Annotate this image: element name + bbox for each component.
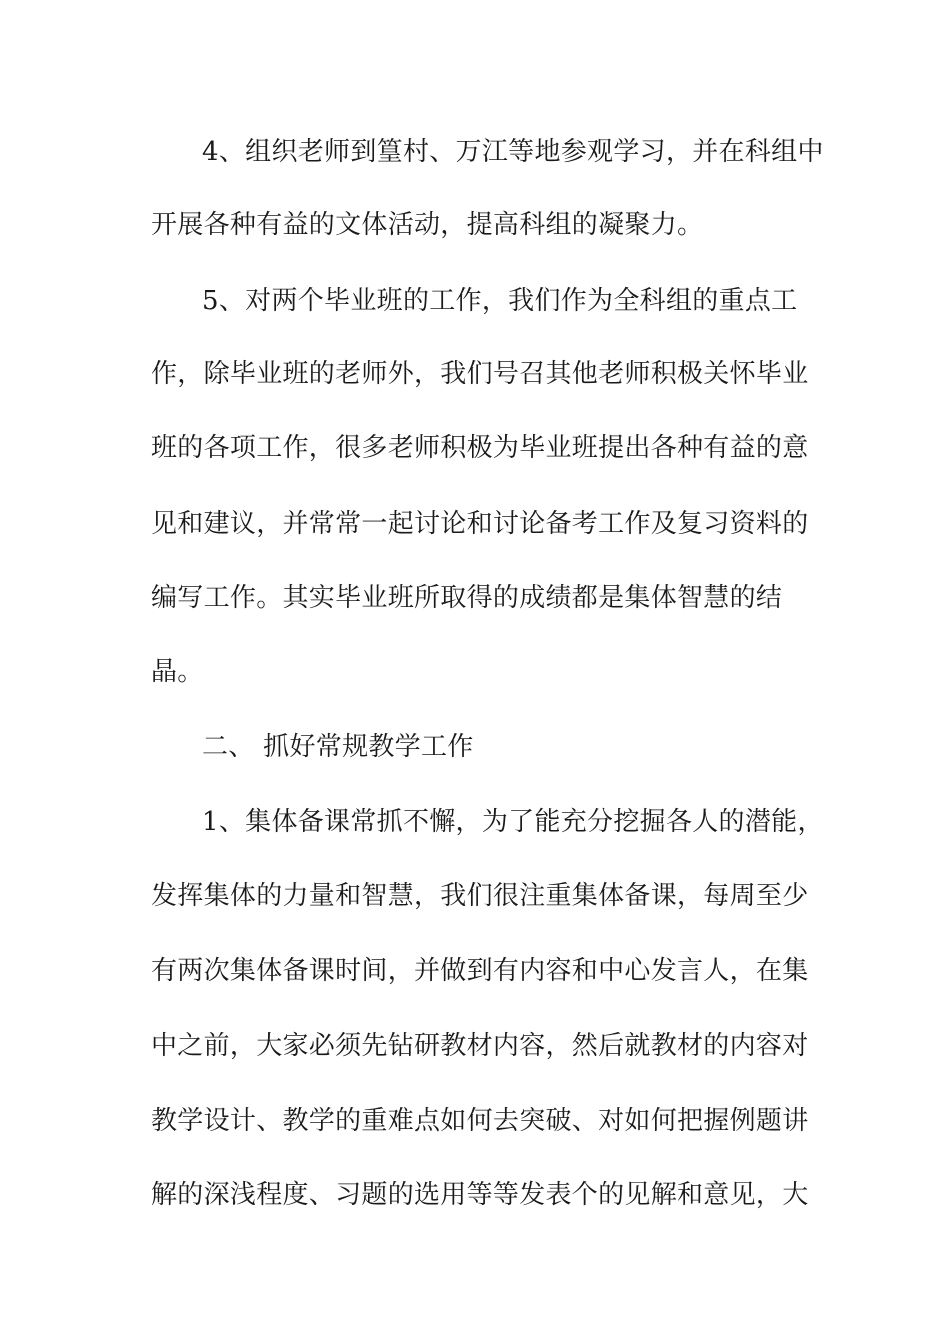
paragraph-1-line-1: 1、集体备课常抓不懈，为了能充分挖掘各人的潜能， (202, 807, 824, 837)
paragraph-1-line-6: 解的深浅程度、习题的选用等等发表个的见解和意见，大 (151, 1180, 809, 1210)
paragraph-1-line-5: 教学设计、教学的重难点如何去突破、对如何把握例题讲 (151, 1106, 809, 1136)
paragraph-5-line-4: 见和建议，并常常一起讨论和讨论备考工作及复习资料的 (151, 509, 809, 539)
paragraph-1-line-2: 发挥集体的力量和智慧，我们很注重集体备课，每周至少 (151, 881, 809, 911)
paragraph-4-line-2: 开展各种有益的文体活动，提高科组的凝聚力。 (151, 210, 704, 240)
paragraph-5-line-5: 编写工作。其实毕业班所取得的成绩都是集体智慧的结 (151, 583, 783, 613)
paragraph-1-line-4: 中之前，大家必须先钻研教材内容，然后就教材的内容对 (151, 1031, 809, 1061)
paragraph-4-line-1: 4、组织老师到篁村、万江等地参观学习，并在科组中 (202, 137, 824, 167)
paragraph-5-line-1: 5、对两个毕业班的工作，我们作为全科组的重点工 (202, 286, 798, 316)
section-heading: 二、 抓好常规教学工作 (202, 732, 474, 762)
paragraph-1-line-3: 有两次集体备课时间，并做到有内容和中心发言人，在集 (151, 956, 809, 986)
paragraph-5-line-2: 作，除毕业班的老师外，我们号召其他老师积极关怀毕业 (151, 359, 809, 389)
paragraph-5-line-6: 晶。 (151, 657, 204, 687)
paragraph-5-line-3: 班的各项工作，很多老师积极为毕业班提出各种有益的意 (151, 433, 809, 463)
